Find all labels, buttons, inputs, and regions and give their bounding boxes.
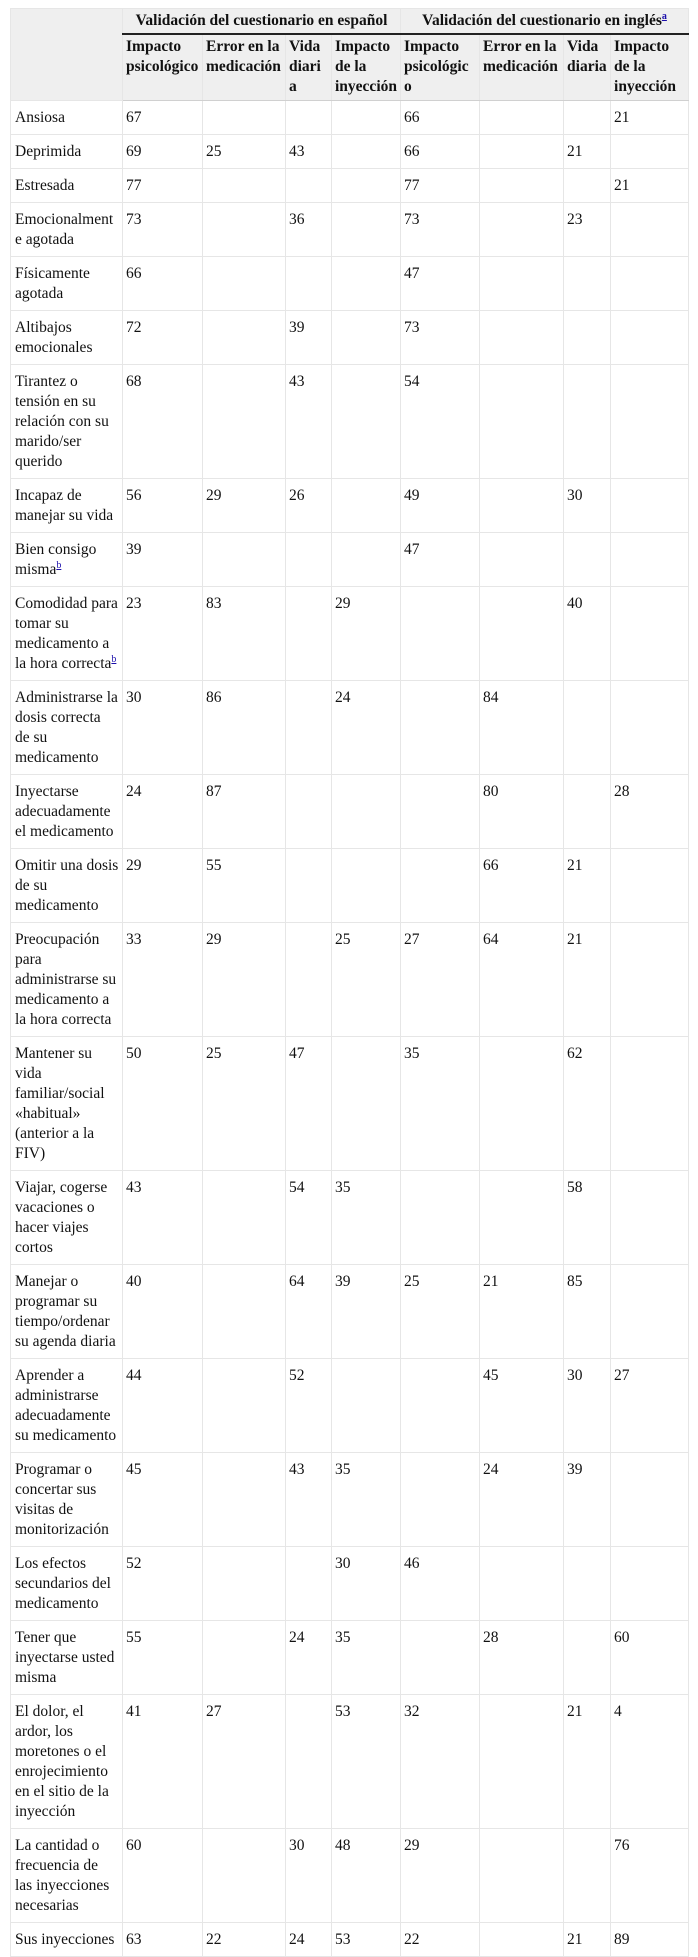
row-label-text: Deprimida [15, 143, 82, 160]
value-cell [611, 849, 689, 923]
header-group-english [401, 9, 689, 35]
value-cell [401, 1621, 480, 1695]
value-cell: 21 [564, 1923, 611, 1957]
value-cell: 4 [611, 1695, 689, 1829]
value-cell: 32 [401, 1695, 480, 1829]
value-cell: 68 [123, 365, 203, 479]
table-row [11, 1923, 689, 1957]
row-label-text: Emocionalmente agotada [15, 211, 114, 248]
value-cell [401, 1453, 480, 1547]
value-cell [203, 1453, 286, 1547]
value-cell [480, 479, 564, 533]
row-label [11, 587, 123, 681]
header-group-row [11, 9, 689, 35]
value-cell: 45 [480, 1359, 564, 1453]
value-cell [611, 365, 689, 479]
value-cell: 21 [564, 1695, 611, 1829]
value-cell: 21 [611, 169, 689, 203]
value-cell: 33 [123, 923, 203, 1037]
value-cell [401, 849, 480, 923]
value-cell: 24 [286, 1923, 332, 1957]
row-label-text: Administrarse la dosis correcta de su medicamento [15, 689, 118, 766]
value-cell: 56 [123, 479, 203, 533]
value-cell [286, 923, 332, 1037]
data-table-container [10, 8, 688, 1957]
value-cell: 67 [123, 101, 203, 135]
value-cell: 28 [611, 775, 689, 849]
value-cell [332, 479, 401, 533]
value-cell [611, 135, 689, 169]
value-cell: 23 [564, 203, 611, 257]
value-cell: 29 [401, 1829, 480, 1923]
value-cell: 60 [123, 1829, 203, 1923]
table-row [11, 587, 689, 681]
value-cell: 35 [332, 1453, 401, 1547]
row-label [11, 923, 123, 1037]
value-cell: 54 [401, 365, 480, 479]
value-cell: 43 [286, 1453, 332, 1547]
row-label-text: La cantidad o frecuencia de las inyecciones necesarias [15, 1837, 110, 1914]
value-cell: 77 [123, 169, 203, 203]
value-cell: 50 [123, 1037, 203, 1171]
value-cell [332, 775, 401, 849]
column-header: Impacto psicológico [123, 34, 203, 101]
value-cell: 35 [332, 1171, 401, 1265]
row-label-text: Estresada [15, 177, 75, 194]
value-cell: 66 [401, 101, 480, 135]
value-cell: 55 [203, 849, 286, 923]
column-header: Vida diaria [564, 34, 611, 101]
value-cell: 25 [203, 1037, 286, 1171]
value-cell [203, 1359, 286, 1453]
table-row [11, 533, 689, 587]
value-cell: 40 [123, 1265, 203, 1359]
footnote-link-b[interactable]: b [111, 653, 117, 665]
table-row [11, 203, 689, 257]
value-cell [332, 101, 401, 135]
table-body [11, 101, 689, 1957]
value-cell: 64 [286, 1265, 332, 1359]
value-cell: 63 [123, 1923, 203, 1957]
value-cell [286, 169, 332, 203]
value-cell: 46 [401, 1547, 480, 1621]
table-row [11, 1359, 689, 1453]
value-cell [401, 775, 480, 849]
value-cell: 60 [611, 1621, 689, 1695]
row-label-text: Programar o concertar sus visitas de monitorización [15, 1461, 109, 1538]
value-cell: 29 [203, 479, 286, 533]
value-cell [203, 1265, 286, 1359]
row-label [11, 1621, 123, 1695]
value-cell: 43 [286, 135, 332, 169]
value-cell: 69 [123, 135, 203, 169]
value-cell [611, 479, 689, 533]
row-label [11, 1547, 123, 1621]
row-label [11, 1359, 123, 1453]
value-cell [286, 533, 332, 587]
value-cell [480, 203, 564, 257]
value-cell [480, 101, 564, 135]
value-cell [611, 311, 689, 365]
column-header: Impacto de la inyección [332, 34, 401, 101]
value-cell [480, 257, 564, 311]
value-cell: 64 [480, 923, 564, 1037]
value-cell [203, 101, 286, 135]
value-cell: 25 [203, 135, 286, 169]
value-cell: 43 [286, 365, 332, 479]
value-cell: 52 [123, 1547, 203, 1621]
table-row [11, 479, 689, 533]
table-row [11, 257, 689, 311]
value-cell [564, 365, 611, 479]
table-row [11, 135, 689, 169]
value-cell: 83 [203, 587, 286, 681]
value-cell: 21 [564, 849, 611, 923]
value-cell: 29 [203, 923, 286, 1037]
value-cell [286, 257, 332, 311]
value-cell [480, 365, 564, 479]
row-label [11, 1695, 123, 1829]
row-label [11, 849, 123, 923]
value-cell: 89 [611, 1923, 689, 1957]
column-header: Vida diaria [286, 34, 332, 101]
column-header: Impacto de la inyección [611, 34, 689, 101]
value-cell [611, 1547, 689, 1621]
value-cell [564, 257, 611, 311]
footnote-link-a[interactable]: a [661, 10, 667, 22]
value-cell [480, 135, 564, 169]
value-cell [564, 775, 611, 849]
row-label [11, 365, 123, 479]
row-label [11, 1453, 123, 1547]
value-cell: 27 [203, 1695, 286, 1829]
value-cell: 66 [123, 257, 203, 311]
value-cell [286, 587, 332, 681]
table-row [11, 1037, 689, 1171]
value-cell [332, 169, 401, 203]
value-cell: 45 [123, 1453, 203, 1547]
value-cell: 47 [286, 1037, 332, 1171]
row-label-text: Bien consigo misma [15, 541, 97, 578]
value-cell: 28 [480, 1621, 564, 1695]
value-cell [332, 1359, 401, 1453]
value-cell [286, 775, 332, 849]
row-label-text: El dolor, el ardor, los moretones o el enrojecimiento en el sitio de la inyección [15, 1703, 109, 1820]
row-label-text: Inyectarse adecuadamente el medicamento [15, 783, 114, 840]
row-label [11, 479, 123, 533]
row-label-text: Mantener su vida familiar/social «habitual» (anterior a la FIV) [15, 1045, 105, 1162]
value-cell [401, 1359, 480, 1453]
value-cell: 77 [401, 169, 480, 203]
value-cell: 39 [332, 1265, 401, 1359]
row-label [11, 1171, 123, 1265]
value-cell: 24 [332, 681, 401, 775]
value-cell: 21 [480, 1265, 564, 1359]
column-header: Impacto psicológico [401, 34, 480, 101]
value-cell: 47 [401, 533, 480, 587]
table-header [11, 9, 689, 101]
value-cell [480, 1547, 564, 1621]
value-cell [480, 587, 564, 681]
value-cell [564, 1829, 611, 1923]
header-corner [11, 9, 123, 101]
table-row [11, 1171, 689, 1265]
table-row [11, 849, 689, 923]
value-cell: 36 [286, 203, 332, 257]
table-row [11, 169, 689, 203]
value-cell [203, 1171, 286, 1265]
row-label-text: Físicamente agotada [15, 265, 90, 302]
value-cell: 22 [401, 1923, 480, 1957]
value-cell [332, 257, 401, 311]
value-cell [203, 533, 286, 587]
value-cell: 66 [401, 135, 480, 169]
row-label [11, 1037, 123, 1171]
value-cell: 27 [401, 923, 480, 1037]
value-cell: 55 [123, 1621, 203, 1695]
value-cell: 26 [286, 479, 332, 533]
value-cell [611, 203, 689, 257]
row-label-text: Manejar o programar su tiempo/ordenar su agenda diaria [15, 1273, 116, 1350]
value-cell: 84 [480, 681, 564, 775]
value-cell: 44 [123, 1359, 203, 1453]
table-row [11, 923, 689, 1037]
table-row [11, 101, 689, 135]
value-cell: 48 [332, 1829, 401, 1923]
row-label-text: Aprender a administrarse adecuadamente su medicamento [15, 1367, 117, 1444]
row-label-text: Sus inyecciones [15, 1931, 115, 1948]
value-cell: 41 [123, 1695, 203, 1829]
value-cell [611, 257, 689, 311]
value-cell: 86 [203, 681, 286, 775]
row-label-text: Tener que inyectarse usted misma [15, 1629, 115, 1686]
value-cell: 62 [564, 1037, 611, 1171]
value-cell [332, 311, 401, 365]
value-cell: 35 [401, 1037, 480, 1171]
value-cell: 58 [564, 1171, 611, 1265]
value-cell [286, 1695, 332, 1829]
value-cell: 25 [401, 1265, 480, 1359]
value-cell [332, 533, 401, 587]
value-cell [203, 1547, 286, 1621]
value-cell: 29 [332, 587, 401, 681]
row-label-text: Comodidad para tomar su medicamento a la hora correcta [15, 595, 118, 672]
value-cell: 30 [564, 1359, 611, 1453]
value-cell: 21 [564, 923, 611, 1037]
value-cell [286, 101, 332, 135]
value-cell [480, 533, 564, 587]
value-cell [480, 1171, 564, 1265]
value-cell [611, 587, 689, 681]
value-cell: 73 [401, 311, 480, 365]
value-cell [564, 311, 611, 365]
row-label-text: Omitir una dosis de su medicamento [15, 857, 119, 914]
value-cell [480, 169, 564, 203]
value-cell [203, 169, 286, 203]
row-label [11, 135, 123, 169]
value-cell: 39 [286, 311, 332, 365]
value-cell [611, 923, 689, 1037]
value-cell: 29 [123, 849, 203, 923]
value-cell [564, 169, 611, 203]
row-label [11, 169, 123, 203]
value-cell [332, 365, 401, 479]
value-cell [480, 311, 564, 365]
value-cell: 24 [123, 775, 203, 849]
row-label [11, 311, 123, 365]
row-label [11, 1923, 123, 1957]
table-row [11, 775, 689, 849]
row-label [11, 775, 123, 849]
row-label [11, 257, 123, 311]
table-row [11, 311, 689, 365]
table-row [11, 1829, 689, 1923]
value-cell: 80 [480, 775, 564, 849]
value-cell: 66 [480, 849, 564, 923]
value-cell [480, 1923, 564, 1957]
value-cell: 87 [203, 775, 286, 849]
value-cell: 21 [564, 135, 611, 169]
table-row [11, 1453, 689, 1547]
value-cell: 30 [123, 681, 203, 775]
table-row [11, 1695, 689, 1829]
value-cell: 40 [564, 587, 611, 681]
value-cell [286, 681, 332, 775]
row-label [11, 533, 123, 587]
value-cell [332, 203, 401, 257]
header-group-spanish: Validación del cuestionario en español [123, 9, 401, 35]
value-cell: 54 [286, 1171, 332, 1265]
value-cell [286, 1547, 332, 1621]
value-cell [564, 101, 611, 135]
row-label-text: Viajar, cogerse vacaciones o hacer viajes cortos [15, 1179, 108, 1256]
row-label [11, 1265, 123, 1359]
table-row [11, 681, 689, 775]
row-label-text: Ansiosa [15, 109, 65, 126]
value-cell [564, 681, 611, 775]
value-cell: 53 [332, 1695, 401, 1829]
table-row [11, 1621, 689, 1695]
value-cell: 49 [401, 479, 480, 533]
column-header: Error en la medicación [203, 34, 286, 101]
header-group-english-label: Validación del cuestionario en inglés [422, 12, 662, 29]
row-label [11, 681, 123, 775]
row-label [11, 203, 123, 257]
value-cell [203, 1621, 286, 1695]
value-cell: 73 [123, 203, 203, 257]
value-cell: 53 [332, 1923, 401, 1957]
value-cell [611, 533, 689, 587]
table-row [11, 365, 689, 479]
value-cell: 30 [332, 1547, 401, 1621]
value-cell [203, 203, 286, 257]
row-label-text: Altibajos emocionales [15, 319, 93, 356]
value-cell [611, 681, 689, 775]
value-cell: 30 [564, 479, 611, 533]
value-cell: 25 [332, 923, 401, 1037]
value-cell [564, 1621, 611, 1695]
row-label-text: Preocupación para administrarse su medicamento a la hora correcta [15, 931, 117, 1028]
value-cell [401, 587, 480, 681]
value-cell: 24 [480, 1453, 564, 1547]
value-cell [611, 1171, 689, 1265]
footnote-link-b[interactable]: b [56, 559, 62, 571]
value-cell: 73 [401, 203, 480, 257]
value-cell [480, 1037, 564, 1171]
value-cell [564, 533, 611, 587]
value-cell [480, 1695, 564, 1829]
value-cell: 72 [123, 311, 203, 365]
value-cell [203, 311, 286, 365]
value-cell: 76 [611, 1829, 689, 1923]
value-cell: 22 [203, 1923, 286, 1957]
value-cell [203, 1829, 286, 1923]
value-cell [611, 1265, 689, 1359]
value-cell: 30 [286, 1829, 332, 1923]
value-cell [332, 849, 401, 923]
value-cell: 35 [332, 1621, 401, 1695]
value-cell [611, 1037, 689, 1171]
value-cell: 39 [123, 533, 203, 587]
row-label [11, 101, 123, 135]
value-cell: 47 [401, 257, 480, 311]
value-cell: 21 [611, 101, 689, 135]
row-label-text: Tirantez o tensión en su relación con su marido/ser querido [15, 373, 109, 470]
column-header: Error en la medicación [480, 34, 564, 101]
table-row [11, 1547, 689, 1621]
value-cell [332, 135, 401, 169]
value-cell [203, 365, 286, 479]
value-cell [611, 1453, 689, 1547]
value-cell [480, 1829, 564, 1923]
row-label-text: Los efectos secundarios del medicamento [15, 1555, 111, 1612]
validation-table [10, 8, 689, 1957]
value-cell [332, 1037, 401, 1171]
row-label [11, 1829, 123, 1923]
value-cell: 27 [611, 1359, 689, 1453]
row-label-text: Incapaz de manejar su vida [15, 487, 114, 524]
value-cell [401, 681, 480, 775]
value-cell [203, 257, 286, 311]
value-cell: 43 [123, 1171, 203, 1265]
value-cell: 39 [564, 1453, 611, 1547]
table-row [11, 1265, 689, 1359]
value-cell: 85 [564, 1265, 611, 1359]
value-cell: 52 [286, 1359, 332, 1453]
value-cell: 24 [286, 1621, 332, 1695]
value-cell: 23 [123, 587, 203, 681]
value-cell [564, 1547, 611, 1621]
value-cell [286, 849, 332, 923]
value-cell [401, 1171, 480, 1265]
